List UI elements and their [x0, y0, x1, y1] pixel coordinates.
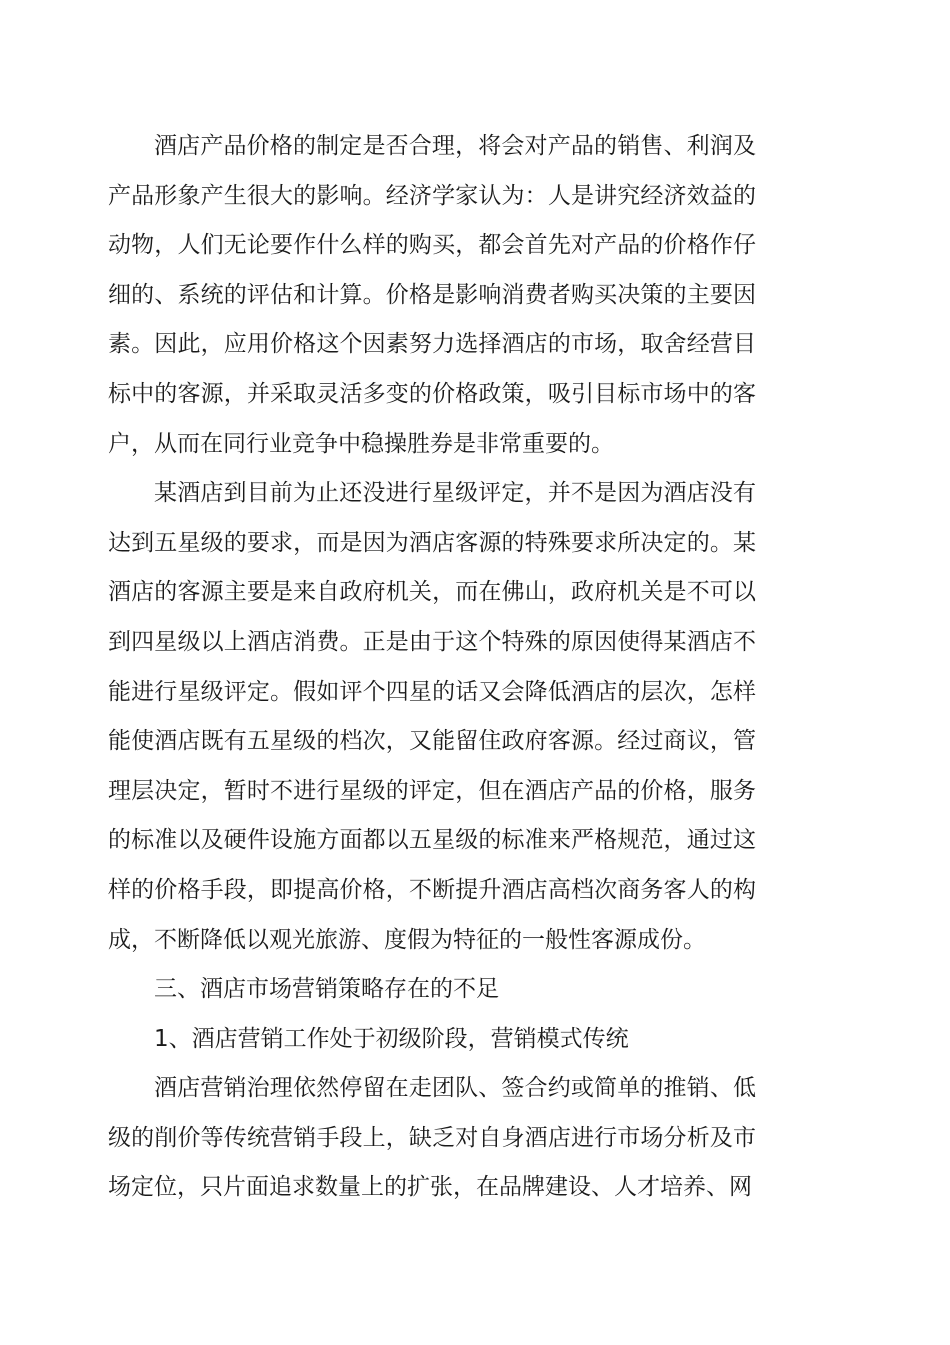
paragraph-pricing-importance: 酒店产品价格的制定是否合理，将会对产品的销售、利润及产品形象产生很大的影响。经济学家认为：人是讲究经济效益的动物，人们无论要作什么样的购买，都会首先对产品的价格作仔细的、系统的评估和计算。价格是影响消费者购买决策的主要因素。因此，应用价格这个因素努力选择酒店的市场，取舍经营目标中的客源，并采取灵活多变的价格政策，吸引目标市场中的客户，从而在同行业竞争中稳操胜券是非常重要的。	[108, 133, 756, 457]
paragraph-star-rating: 某酒店到目前为止还没进行星级评定，并不是因为酒店没有达到五星级的要求，而是因为酒店客源的特殊要求所决定的。某酒店的客源主要是来自政府机关，而在佛山，政府机关是不可以到四星级以上酒店消费。正是由于这个特殊的原因使得某酒店不能进行星级评定。假如评个四星的话又会降低酒店的层次，怎样能使酒店既有五星级的档次，又能留住政府客源。经过商议，管理层决定，暂时不进行星级的评定，但在酒店产品的价格，服务的标准以及硬件设施方面都以五星级的标准来严格规范，通过这样的价格手段，即提高价格，不断提升酒店高档次商务客人的构成，不断降低以观光旅游、度假为特征的一般性客源成份。	[108, 480, 756, 953]
subsection-heading: 1、酒店营销工作处于初级阶段，营销模式传统	[154, 1025, 629, 1052]
section-heading: 三、酒店市场营销策略存在的不足	[154, 976, 499, 1003]
document-page	[108, 122, 756, 1213]
paragraph-marketing-traditional: 酒店营销治理依然停留在走团队、签合约或简单的推销、低级的削价等传统营销手段上，缺乏对自身酒店进行市场分析及市场定位，只片面追求数量上的扩张，在品牌建设、人才培养、网	[108, 1075, 756, 1201]
